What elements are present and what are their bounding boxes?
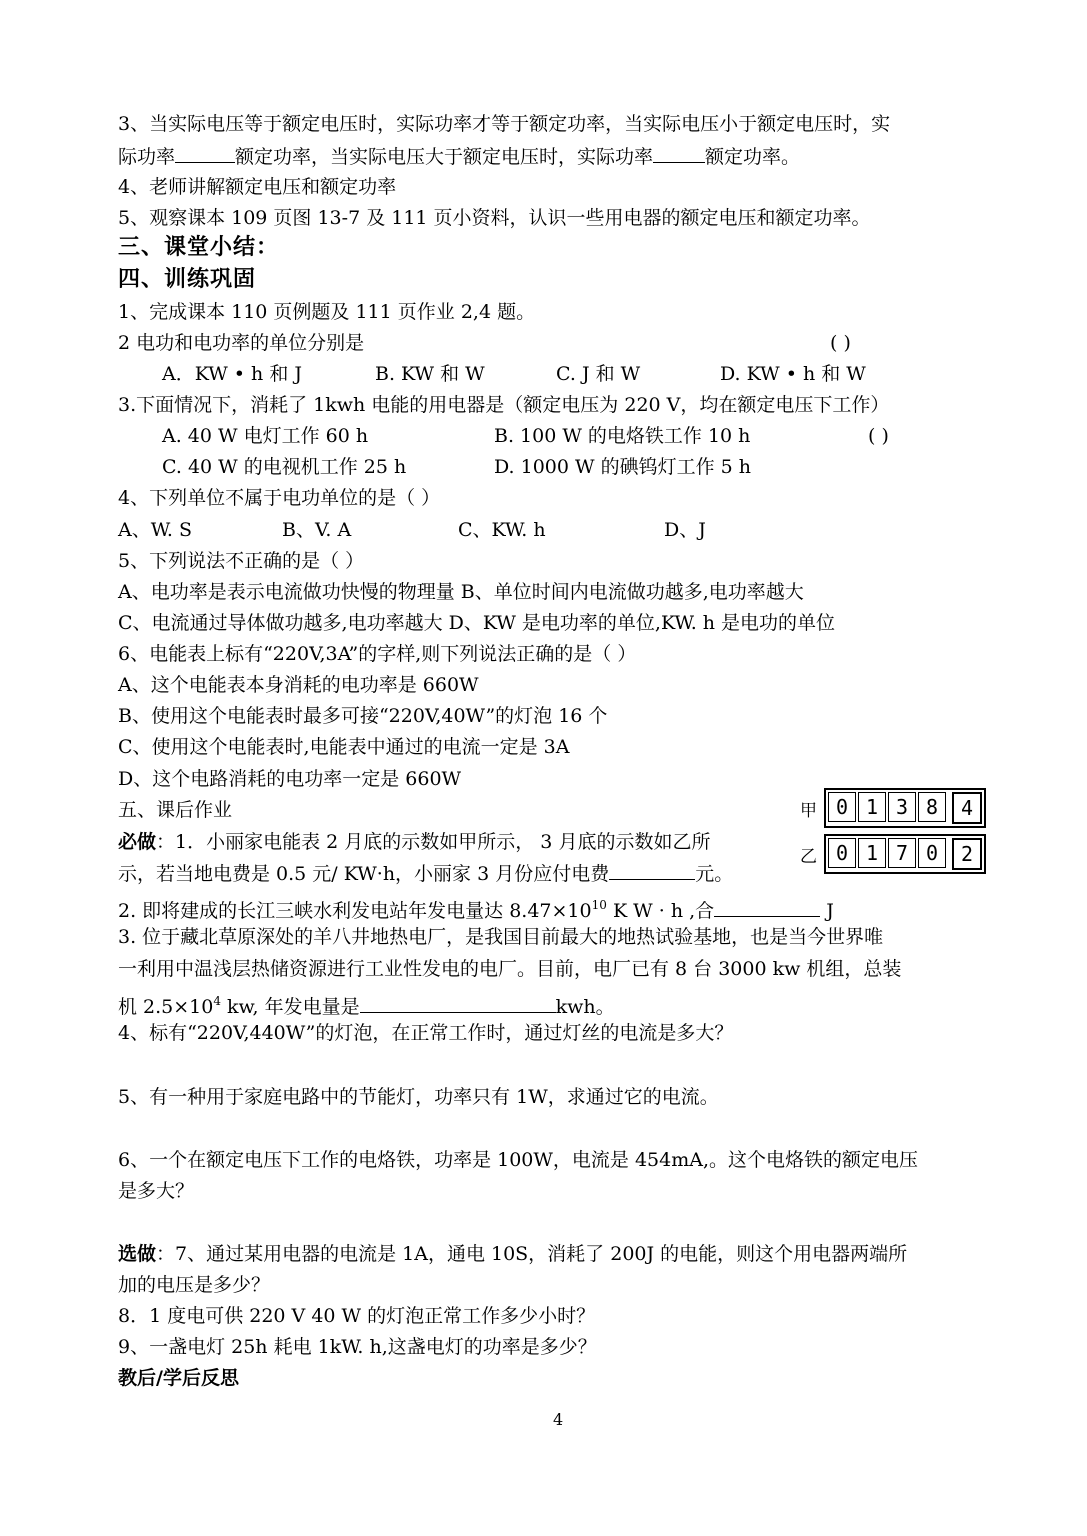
option-a: A．KW • h 和 J (162, 363, 302, 385)
meter-digit: 0 (918, 838, 946, 868)
text-line (118, 142, 800, 170)
meter-display (824, 834, 986, 874)
answer-parenthesis: ( ) (868, 425, 889, 447)
text-segment: 机 2.5×10 (118, 996, 214, 1018)
optional-label: 选做 (118, 1243, 157, 1265)
homework-7-cont: 加的电压是多少？ (118, 1274, 271, 1296)
section-heading: 五、课后作业 (118, 799, 233, 821)
option-c: C. 40 W 的电视机工作 25 h (162, 456, 407, 478)
homework-3-cont (118, 987, 615, 1018)
reflection-heading: 教后/学后反思 (118, 1367, 239, 1389)
meter-yi (800, 836, 986, 872)
option-c: C. J 和 W (556, 363, 641, 385)
text-segment: 2. 即将建成的长江三峡水利发电站年发电量达 8.47×10 (118, 900, 592, 922)
text-segment: kw, 年发电量是 (221, 996, 360, 1018)
question-5: 5、下列说法不正确的是（ ） (118, 550, 365, 572)
homework-1-cont (118, 859, 733, 887)
answer-blank (360, 992, 556, 1013)
option-b: B、使用这个电能表时最多可接“220V,40W”的灯泡 16 个 (118, 705, 608, 727)
meter-digit: 8 (918, 792, 946, 822)
meter-digit: 1 (858, 838, 886, 868)
option-b: B. KW 和 W (375, 363, 485, 385)
text-line: 3、当实际电压等于额定电压时，实际功率才等于额定功率，当实际电压小于额定电压时，实 (118, 113, 891, 135)
meter-digit: 1 (858, 792, 886, 822)
meter-digit: 0 (828, 792, 856, 822)
text-line: 5、观察课本 109 页图 13-7 及 111 页小资料，认识一些用电器的额定电压和额定功率。 (118, 207, 871, 229)
question-1: 1、完成课本 110 页例题及 111 页作业 2,4 题。 (118, 301, 536, 323)
question-3: 3.下面情况下，消耗了 1kwh 电能的用电器是（额定电压为 220 V，均在额定电压下工作） (118, 394, 890, 416)
option-d: D. KW • h 和 W (720, 363, 866, 385)
homework-8: 8．1 度电可供 220 V 40 W 的灯泡正常工作多少小时？ (118, 1305, 596, 1327)
option-b: B、V. A (282, 519, 352, 541)
option-d: D、这个电路消耗的电功率一定是 660W (118, 768, 462, 790)
text-segment: K W · h ,合 (606, 900, 715, 922)
section-heading: 三、课堂小结： (118, 235, 280, 260)
option-d: D. 1000 W 的碘钨灯工作 5 h (494, 456, 752, 478)
question-4: 4、下列单位不属于电功单位的是（ ） (118, 487, 441, 509)
meter-jia (800, 790, 986, 826)
superscript: 10 (591, 898, 607, 912)
meter-label: 甲 (800, 800, 817, 821)
question-2: 2 电功和电功率的单位分别是 (118, 332, 365, 354)
option-a: A、W. S (118, 519, 193, 541)
option-c: C、KW. h (458, 519, 546, 541)
meter-digit: 0 (828, 838, 856, 868)
option-a: A、这个电能表本身消耗的电功率是 660W (118, 674, 479, 696)
text-segment: ：1．小丽家电能表 2 月底的示数如甲所示， 3 月底的示数如乙所 (156, 831, 711, 853)
homework-9: 9、一盏电灯 25h 耗电 1kW. h,这盏电灯的功率是多少？ (118, 1336, 597, 1358)
answer-parenthesis: ( ) (830, 332, 851, 354)
text-segment: J (820, 900, 834, 922)
option-d: D、J (664, 519, 706, 541)
superscript: 4 (213, 994, 221, 1008)
homework-7 (118, 1240, 907, 1268)
homework-3: 3. 位于藏北草原深处的羊八井地热电厂，是我国目前最大的地热试验基地，也是当今世界唯 (118, 926, 884, 948)
text-segment: kwh。 (555, 996, 615, 1018)
options-ab: A、电功率是表示电流做功快慢的物理量 B、单位时间内电流做功越多,电功率越大 (118, 581, 804, 603)
required-label: 必做 (118, 831, 157, 853)
meter-decimal-digit: 2 (952, 838, 982, 870)
option-a: A. 40 W 电灯工作 60 h (162, 425, 369, 447)
options-cd: C、电流通过导体做功越多,电功率越大 D、KW 是电功率的单位,KW. h 是电功的单位 (118, 612, 836, 634)
option-b: B. 100 W 的电烙铁工作 10 h (494, 425, 751, 447)
text-segment: 际功率 (118, 146, 176, 168)
text-segment: ：7、通过某用电器的电流是 1A，通电 10S，消耗了 200J 的电能，则这个用电器两端所 (156, 1243, 908, 1265)
text-segment: 额定功率，当实际电压大于额定电压时，实际功率 (235, 146, 654, 168)
text-line: 4、老师讲解额定电压和额定功率 (118, 176, 397, 198)
answer-blank (653, 142, 705, 163)
text-segment: 元。 (695, 863, 734, 885)
meter-label: 乙 (800, 846, 817, 867)
homework-6: 6、一个在额定电压下工作的电烙铁，功率是 100W，电流是 454mA,。这个电烙铁的额定电压 (118, 1149, 919, 1171)
text-segment: 额定功率。 (705, 146, 801, 168)
meter-display (824, 788, 986, 828)
option-c: C、使用这个电能表时,电能表中通过的电流一定是 3A (118, 736, 570, 758)
page-number: 4 (553, 1410, 564, 1429)
answer-blank (609, 859, 695, 880)
homework-6-cont: 是多大？ (118, 1180, 195, 1202)
answer-blank (175, 142, 235, 163)
meter-decimal-digit: 4 (952, 792, 982, 824)
meter-digit: 3 (888, 792, 916, 822)
section-heading: 四、训练巩固 (118, 267, 257, 292)
homework-4: 4、标有“220V,440W”的灯泡，在正常工作时，通过灯丝的电流是多大？ (118, 1022, 734, 1044)
homework-3-cont: 一利用中温浅层热储资源进行工业性发电的电厂。目前，电厂已有 8 台 3000 kw 机组，总装 (118, 958, 902, 980)
homework-2 (118, 891, 834, 922)
answer-blank (714, 896, 820, 917)
homework-5: 5、有一种用于家庭电路中的节能灯，功率只有 1W，求通过它的电流。 (118, 1086, 719, 1108)
meter-digit: 7 (888, 838, 916, 868)
homework-1 (118, 828, 710, 856)
text-segment: 示，若当地电费是 0.5 元/ KW·h，小丽家 3 月份应付电费 (118, 863, 610, 885)
question-6: 6、电能表上标有“220V,3A”的字样,则下列说法正确的是（ ） (118, 643, 637, 665)
